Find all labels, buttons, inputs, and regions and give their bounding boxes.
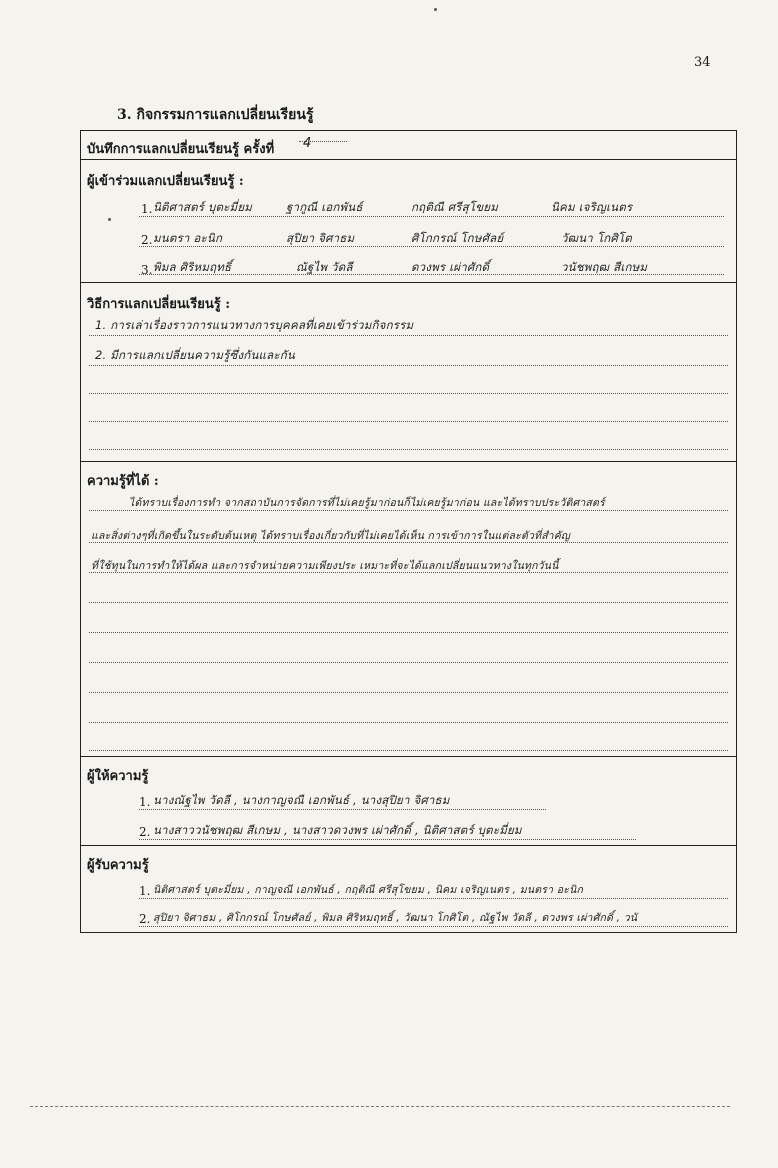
method-line: 1. การเล่าเรื่องราวการแนวทางการบุคคลที่เคยเข้าร่วมกิจกรรม bbox=[95, 318, 414, 332]
participant-name: ฐากูณี เอกพันธ์ bbox=[286, 200, 363, 214]
participant-row-num: 1. bbox=[141, 202, 153, 216]
record-number: 4 bbox=[303, 136, 312, 151]
receivers-box bbox=[80, 845, 737, 933]
knowledge-line: ได้ทราบเรื่องการทำ จากสถาบันการจัดการที่ไม่เคยรู้มาก่อนก็ไม่เคยรู้มาก่อน และได้ทราบประวัติศาสตร์ bbox=[129, 497, 605, 509]
receiver-row-num: 2. bbox=[139, 912, 151, 926]
participant-row-num: 3. bbox=[141, 263, 153, 277]
giver-line: นางณัฐไพ วัดลี , นางกาญจณี เอกพันธ์ , นางสุปิยา จิศาธม bbox=[153, 793, 450, 807]
participant-name: พิมล ศิริหมฤทธิ์ bbox=[153, 260, 232, 274]
method-box bbox=[80, 282, 737, 462]
section-heading: 3. กิจกรรมการแลกเปลี่ยนเรียนรู้ bbox=[117, 107, 314, 123]
record-box bbox=[80, 130, 737, 160]
record-label: บันทึกการแลกเปลี่ยนเรียนรู้ ครั้งที่ bbox=[87, 142, 275, 157]
givers-box bbox=[80, 756, 737, 846]
method-line: 2. มีการแลกเปลี่ยนความรู้ซึ่งกันและกัน bbox=[95, 348, 295, 362]
receivers-label: ผู้รับความรู้ bbox=[87, 858, 149, 873]
page-number: 34 bbox=[694, 55, 711, 70]
participants-label: ผู้เข้าร่วมแลกเปลี่ยนเรียนรู้ : bbox=[87, 174, 244, 189]
participant-name: วนัชพฤฒ สีเกษม bbox=[561, 260, 648, 274]
knowledge-label: ความรู้ที่ได้ : bbox=[87, 474, 159, 489]
participant-name: ณัฐไพ วัดลี bbox=[296, 260, 353, 274]
participant-name: สุปิยา จิศาธม bbox=[286, 231, 355, 245]
participant-name: วัฒนา โกศิโต bbox=[561, 231, 632, 245]
participant-name: นิติศาสตร์ บุตะมี่ยม bbox=[153, 200, 253, 214]
participant-name: กฤติณี ศรีสุโขยม bbox=[411, 200, 498, 214]
knowledge-box bbox=[80, 461, 737, 757]
participants-box bbox=[80, 159, 737, 283]
scan-speck bbox=[108, 218, 111, 221]
giver-row-num: 2. bbox=[139, 825, 151, 839]
participant-name: มนตรา อะนิก bbox=[153, 231, 223, 245]
giver-line: นางสาววนัชพฤฒ สีเกษม , นางสาวดวงพร เผ่าศักดิ์ , นิติศาสตร์ บุตะมี่ยม bbox=[153, 823, 522, 837]
receiver-row-num: 1. bbox=[139, 884, 151, 898]
participant-row-num: 2. bbox=[141, 233, 153, 247]
knowledge-line: และสิ่งต่างๆที่เกิดขึ้นในระดับต้นเหตุ ได้ทราบเรื่องเกี่ยวกับที่ไม่เคยได้เห็น การเข้าการในแต่ละตัวที่สำคัญ bbox=[91, 530, 571, 542]
givers-label: ผู้ให้ความรู้ bbox=[87, 769, 149, 784]
participant-name: นิคม เจริญเนตร bbox=[551, 200, 633, 214]
giver-row-num: 1. bbox=[139, 795, 151, 809]
method-label: วิธีการแลกเปลี่ยนเรียนรู้ : bbox=[87, 297, 231, 312]
receiver-line: นิติศาสตร์ บุตะมี่ยม , กาญจณี เอกพันธ์ , กฤติณี ศรีสุโขยม , นิคม เจริญเนตร , มนตรา อะนิก bbox=[153, 884, 584, 896]
footer-rule bbox=[30, 1106, 730, 1107]
receiver-line: สุปิยา จิศาธม , ศิโกกรณ์ โกษศัลย์ , พิมล ศิริหมฤทธิ์ , วัฒนา โกศิโต , ณัฐไพ วัดลี , ดวงพร เผ่าศักดิ์ , วนั bbox=[153, 912, 638, 924]
participant-name: ดวงพร เผ่าศักดิ์ bbox=[411, 260, 490, 274]
scan-speck bbox=[434, 8, 437, 11]
knowledge-line: ที่ใช้ทุนในการทำให้ได้ผล และการจำหน่ายความเพียงประ เหมาะที่จะได้แลกเปลี่ยนแนวทางในทุกวันนี้ bbox=[91, 560, 559, 572]
participant-name: ศิโกกรณ์ โกษศัลย์ bbox=[411, 231, 504, 245]
